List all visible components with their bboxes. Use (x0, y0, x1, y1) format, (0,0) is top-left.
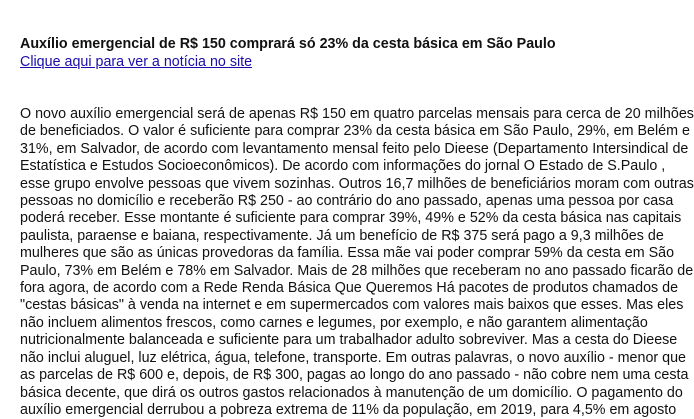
body-line: não incluem alimentos frescos, como carnes e legumes, por exemplo, e não garantem alimentação (20, 314, 648, 331)
body-line: nutricionalmente balanceada e suficiente para um trabalhador adulto sobreviver. Mas a cesta do Dieese (20, 332, 678, 349)
view-news-link[interactable]: Clique aqui para ver a notícia no site (20, 54, 253, 70)
body-line: Paulo, 73% em Belém e 78% em Salvador. Mais de 28 milhões que receberam no ano passado ficarão de (20, 262, 694, 279)
body-line: poderá receber. Esse montante é suficiente para comprar 39%, 49% e 52% da cesta básica nas capitais (20, 210, 682, 227)
body-line: 31%, em Salvador, de acordo com levantamento mensal feito pelo Dieese (Departamento Intersindical de (20, 140, 689, 157)
article-title: Auxílio emergencial de R$ 150 comprará só 23% da cesta básica em São Paulo (20, 36, 556, 52)
body-line: esse grupo envolve pessoas que vivem sozinhas. Outros 16,7 milhões de beneficiários moram com outras (20, 175, 694, 192)
body-line: mulheres que são as únicas provedoras da família. Essa mãe vai poder comprar 59% da cesta em São (20, 245, 675, 262)
body-line: pessoas no domicílio e receberão R$ 250 - ao contrário do ano passado, apenas uma pessoa por casa (20, 193, 674, 210)
body-line: O novo auxílio emergencial será de apenas R$ 150 em quatro parcelas mensais para cerca de 20 milhões (20, 106, 694, 122)
body-line: Estatística e Estudos Socioeconômicos). De acordo com informações do jornal O Estado de S.Paulo , (20, 158, 666, 175)
article-body (20, 106, 694, 419)
body-line: básica decente, que dirá os outros gastos relacionados à manutenção de um domicílio. O pagamento do (20, 384, 683, 401)
body-line: fora agora, de acordo com a Rede Renda Básica Que Queremos Há pacotes de produtos chamados de (20, 280, 679, 297)
article (20, 36, 694, 418)
body-line: auxílio emergencial derrubou a pobreza extrema de 11% da população, em 2019, para 4,5% em agosto (20, 401, 677, 418)
body-line: não inclui aluguel, luz elétrica, água, telefone, transporte. Em outras palavras, o novo auxílio - menor que (20, 349, 686, 366)
body-line: as parcelas de R$ 600 e, depois, de R$ 300, pagas ao longo do ano passado - não cobre nem uma cesta (20, 367, 689, 384)
body-line: "cestas básicas" à venda na internet e em supermercados com valores mais baixos que esses. Mas eles (20, 297, 684, 314)
body-line: de beneficiados. O valor é suficiente para comprar 23% da cesta básica em São Paulo, 29%, em Belém e (20, 123, 690, 140)
body-line: paulista, paraense e baiana, respectivamente. Já um benefício de R$ 375 será pago a 9,3 milhões de (20, 227, 664, 244)
